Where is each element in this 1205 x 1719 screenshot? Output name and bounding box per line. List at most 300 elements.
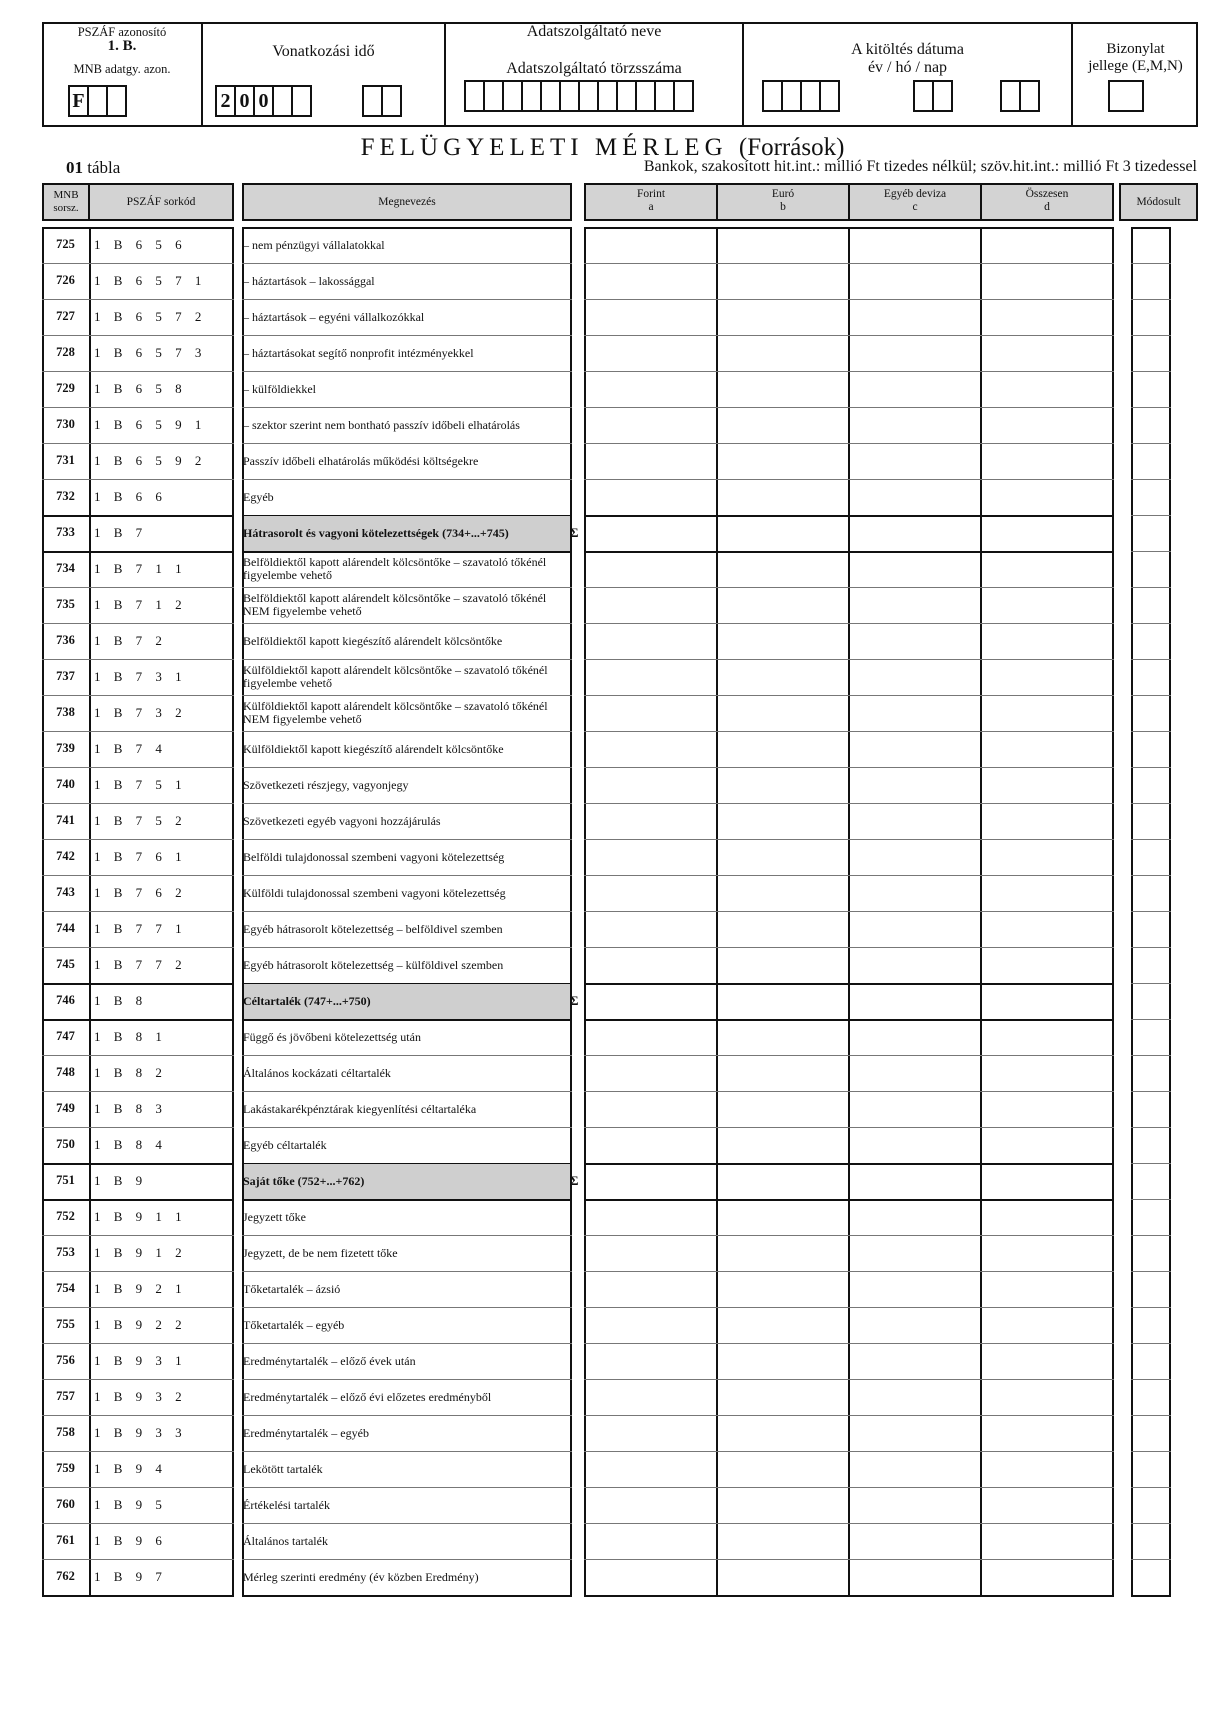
- modified-cell[interactable]: [1133, 552, 1169, 586]
- date-cell[interactable]: [913, 80, 934, 112]
- period-cell[interactable]: 0: [253, 85, 274, 117]
- value-cell[interactable]: [586, 228, 714, 262]
- value-cell[interactable]: [716, 1236, 844, 1270]
- row-name-text: – szektor szerint nem bontható passzív időbeli elhatárolás: [243, 417, 520, 432]
- row-code: 1 B 6 6: [94, 489, 167, 504]
- modified-cell[interactable]: [1133, 1416, 1169, 1450]
- value-cell[interactable]: [716, 444, 844, 478]
- row-name-text: Egyéb hátrasorolt kötelezettség – belföldivel szemben: [243, 921, 503, 936]
- row-number: 757: [56, 1389, 75, 1403]
- value-cell[interactable]: [586, 1416, 714, 1450]
- value-cell[interactable]: [586, 1272, 714, 1306]
- row-name-text: Függő és jövőbeni kötelezettség után: [243, 1029, 421, 1044]
- value-cell[interactable]: [980, 1452, 1108, 1486]
- value-cell[interactable]: [716, 948, 844, 982]
- value-cell[interactable]: [716, 1452, 844, 1486]
- row-name-text: Mérleg szerinti eredmény (év közben Eredmény): [243, 1569, 479, 1584]
- mnb-id-label: MNB adatgy. azon.: [73, 62, 171, 76]
- row-code: 1 B 7 5 1: [94, 777, 187, 792]
- value-cell[interactable]: [980, 1524, 1108, 1558]
- value-cell[interactable]: [716, 1164, 844, 1198]
- modified-cell[interactable]: [1133, 1272, 1169, 1306]
- period-cell[interactable]: [381, 85, 402, 117]
- value-cell[interactable]: [586, 1164, 714, 1198]
- value-cell[interactable]: [586, 480, 714, 514]
- value-cell[interactable]: [586, 336, 714, 370]
- row-name: [243, 660, 569, 694]
- period-cell[interactable]: [272, 85, 293, 117]
- value-cell[interactable]: [716, 1200, 844, 1234]
- value-cell[interactable]: [586, 624, 714, 658]
- value-cell[interactable]: [980, 696, 1108, 730]
- value-cell[interactable]: [586, 1308, 714, 1342]
- value-cell[interactable]: [586, 804, 714, 838]
- modified-cell[interactable]: [1133, 444, 1169, 478]
- value-cell[interactable]: [716, 588, 844, 622]
- value-cell[interactable]: [586, 1524, 714, 1558]
- provider-cell[interactable]: [464, 80, 485, 112]
- doc-type-input[interactable]: [1108, 80, 1144, 112]
- value-cell[interactable]: [848, 1056, 976, 1090]
- units-note: Bankok, szakosított hit.int.: millió Ft tizedes nélkül; szöv.hit.int.: millió Ft 3 tizedessel: [643, 158, 1197, 175]
- row-number: 737: [56, 669, 75, 683]
- row-name-text: – nem pénzügyi vállalatokkal: [243, 237, 385, 252]
- value-cell[interactable]: [716, 912, 844, 946]
- value-cell[interactable]: [848, 1560, 976, 1594]
- value-cell[interactable]: [848, 876, 976, 910]
- row-line: [42, 587, 234, 588]
- provider-name-label: Adatszolgáltató neve: [526, 23, 662, 40]
- value-cell[interactable]: [980, 336, 1108, 370]
- value-cell[interactable]: [586, 1200, 714, 1234]
- value-cell[interactable]: [716, 660, 844, 694]
- col-other-label: Egyéb deviza: [883, 188, 947, 200]
- date-month-cells[interactable]: [913, 80, 951, 112]
- value-cell[interactable]: [716, 1020, 844, 1054]
- period-cells-month[interactable]: [362, 85, 400, 117]
- modified-cell[interactable]: [1133, 1236, 1169, 1270]
- value-cell[interactable]: [586, 372, 714, 406]
- value-cell[interactable]: [586, 516, 714, 550]
- row-number: 752: [56, 1209, 75, 1223]
- value-cell[interactable]: [980, 768, 1108, 802]
- value-cell[interactable]: [980, 444, 1108, 478]
- date-cell[interactable]: [800, 80, 821, 112]
- value-cell[interactable]: [716, 1560, 844, 1594]
- modified-cell[interactable]: [1133, 1380, 1169, 1414]
- value-cell[interactable]: [980, 1164, 1108, 1198]
- value-cell[interactable]: [716, 624, 844, 658]
- provider-cell[interactable]: [635, 80, 656, 112]
- value-cell[interactable]: [980, 372, 1108, 406]
- period-label: Vonatkozási idő: [272, 43, 375, 60]
- value-cell[interactable]: [980, 1344, 1108, 1378]
- date-cell[interactable]: [781, 80, 802, 112]
- col-euro-label: Euró: [771, 188, 795, 200]
- modified-cell[interactable]: [1133, 588, 1169, 622]
- modified-cell[interactable]: [1133, 984, 1169, 1018]
- col-forint-label: Forint: [636, 188, 666, 200]
- value-cell[interactable]: [716, 228, 844, 262]
- modified-cell[interactable]: [1133, 264, 1169, 298]
- row-number: 740: [56, 777, 75, 791]
- value-cell[interactable]: [586, 1092, 714, 1126]
- value-cell[interactable]: [848, 1272, 976, 1306]
- value-cell[interactable]: [980, 1560, 1108, 1594]
- row-name: [243, 1380, 569, 1414]
- date-cell[interactable]: [1000, 80, 1021, 112]
- row-name: [243, 984, 569, 1018]
- value-cell[interactable]: [848, 1344, 976, 1378]
- value-cell[interactable]: [848, 804, 976, 838]
- modified-cell[interactable]: [1133, 696, 1169, 730]
- value-cell[interactable]: [848, 516, 976, 550]
- value-cell[interactable]: [716, 408, 844, 442]
- value-cell[interactable]: [980, 732, 1108, 766]
- value-cell[interactable]: [848, 624, 976, 658]
- modified-cell[interactable]: [1133, 1164, 1169, 1198]
- row-line: [42, 659, 234, 660]
- value-cell[interactable]: [586, 1380, 714, 1414]
- value-cell[interactable]: [848, 1452, 976, 1486]
- value-cell[interactable]: [716, 1128, 844, 1162]
- date-day-cells[interactable]: [1000, 80, 1038, 112]
- row-code: 1 B 9 1 2: [94, 1245, 187, 1260]
- value-cell[interactable]: [848, 444, 976, 478]
- modified-cell[interactable]: [1133, 768, 1169, 802]
- value-cell[interactable]: [980, 228, 1108, 262]
- date-cell[interactable]: [762, 80, 783, 112]
- value-cell[interactable]: [980, 1056, 1108, 1090]
- table-number: 01: [66, 158, 83, 177]
- date-cell[interactable]: [932, 80, 953, 112]
- value-cell[interactable]: [716, 696, 844, 730]
- row-name: [243, 876, 569, 910]
- value-cell[interactable]: [716, 840, 844, 874]
- value-cell[interactable]: [848, 552, 976, 586]
- value-cell[interactable]: [586, 1452, 714, 1486]
- row-number: 745: [56, 957, 75, 971]
- modified-cell[interactable]: [1133, 624, 1169, 658]
- value-cell[interactable]: [848, 1488, 976, 1522]
- modified-cell[interactable]: [1133, 732, 1169, 766]
- row-line: [42, 1451, 234, 1452]
- value-cell[interactable]: [716, 552, 844, 586]
- value-cell[interactable]: [716, 516, 844, 550]
- value-cell[interactable]: [716, 1056, 844, 1090]
- row-name-text: Szövetkezeti részjegy, vagyonjegy: [243, 777, 409, 792]
- header-divider-4: [1071, 22, 1073, 127]
- value-cell[interactable]: [980, 840, 1108, 874]
- value-cell[interactable]: [980, 1092, 1108, 1126]
- row-number: 727: [56, 309, 75, 323]
- value-cell[interactable]: [586, 264, 714, 298]
- row-code: 1 B 6 5 6: [94, 237, 187, 252]
- value-cell[interactable]: [716, 300, 844, 334]
- value-cell[interactable]: [848, 1416, 976, 1450]
- value-cell[interactable]: [716, 1272, 844, 1306]
- value-cell[interactable]: [716, 372, 844, 406]
- value-cell[interactable]: [980, 1020, 1108, 1054]
- value-cell[interactable]: [586, 444, 714, 478]
- row-line: [42, 443, 234, 444]
- value-cell[interactable]: [848, 984, 976, 1018]
- provider-cell[interactable]: [578, 80, 599, 112]
- value-cell[interactable]: [980, 1416, 1108, 1450]
- id-cells[interactable]: [68, 85, 125, 117]
- value-cell[interactable]: [848, 480, 976, 514]
- period-cell[interactable]: 0: [234, 85, 255, 117]
- value-cell[interactable]: [716, 732, 844, 766]
- value-cell[interactable]: [586, 1236, 714, 1270]
- value-cell[interactable]: [980, 480, 1108, 514]
- value-cell[interactable]: [848, 1164, 976, 1198]
- row-code: 1 B 6 5 7 3: [94, 345, 207, 360]
- value-cell[interactable]: [980, 1308, 1108, 1342]
- value-cell[interactable]: [586, 1560, 714, 1594]
- row-name-text: Eredménytartalék – előző évek után: [243, 1353, 416, 1368]
- value-cell[interactable]: [980, 984, 1108, 1018]
- value-cell[interactable]: [586, 768, 714, 802]
- modified-cell[interactable]: [1133, 1056, 1169, 1090]
- fill-date-format: év / hó / nap: [867, 59, 948, 76]
- date-cell[interactable]: [819, 80, 840, 112]
- modified-cell[interactable]: [1133, 372, 1169, 406]
- provider-cell[interactable]: [673, 80, 694, 112]
- value-cell[interactable]: [586, 552, 714, 586]
- period-cell[interactable]: 2: [215, 85, 236, 117]
- row-number: 747: [56, 1029, 75, 1043]
- row-number: 746: [56, 993, 75, 1007]
- value-cell[interactable]: [586, 1056, 714, 1090]
- value-cell[interactable]: [586, 1020, 714, 1054]
- date-year-cells[interactable]: [762, 80, 838, 112]
- value-cell[interactable]: [980, 1236, 1108, 1270]
- value-cell[interactable]: [980, 552, 1108, 586]
- row-number: 735: [56, 597, 75, 611]
- modified-cell[interactable]: [1133, 1452, 1169, 1486]
- value-cell[interactable]: [980, 300, 1108, 334]
- value-cell[interactable]: [848, 948, 976, 982]
- doc-type-cell[interactable]: [1108, 80, 1142, 112]
- id-cell[interactable]: F: [68, 85, 89, 117]
- value-cell[interactable]: [716, 984, 844, 1018]
- row-name: [243, 912, 569, 946]
- row-code: 1 B 9: [94, 1173, 148, 1188]
- value-cell[interactable]: [716, 1416, 844, 1450]
- modified-cell[interactable]: [1133, 948, 1169, 982]
- provider-cell[interactable]: [654, 80, 675, 112]
- row-number: 756: [56, 1353, 75, 1367]
- value-cell[interactable]: [980, 804, 1108, 838]
- modified-cell[interactable]: [1133, 1308, 1169, 1342]
- row-line: [42, 767, 234, 768]
- value-cell[interactable]: [980, 876, 1108, 910]
- row-number: 729: [56, 381, 75, 395]
- value-cell[interactable]: [716, 1380, 844, 1414]
- value-cell[interactable]: [586, 1488, 714, 1522]
- modified-cell[interactable]: [1133, 1344, 1169, 1378]
- modified-cell[interactable]: [1133, 516, 1169, 550]
- modified-cell[interactable]: [1133, 1488, 1169, 1522]
- value-cell[interactable]: [980, 624, 1108, 658]
- row-code: 1 B 7: [94, 525, 148, 540]
- provider-cell[interactable]: [559, 80, 580, 112]
- row-number: 736: [56, 633, 75, 647]
- value-cell[interactable]: [586, 840, 714, 874]
- value-cell[interactable]: [586, 660, 714, 694]
- value-cell[interactable]: [980, 264, 1108, 298]
- date-cell[interactable]: [1019, 80, 1040, 112]
- modified-cell[interactable]: [1133, 1200, 1169, 1234]
- value-cell[interactable]: [586, 732, 714, 766]
- row-code: 1 B 9 2 2: [94, 1317, 187, 1332]
- row-code: 1 B 9 3 3: [94, 1425, 187, 1440]
- modified-cell[interactable]: [1133, 660, 1169, 694]
- value-cell[interactable]: [716, 1344, 844, 1378]
- modified-cell[interactable]: [1133, 408, 1169, 442]
- id-cell[interactable]: [106, 85, 127, 117]
- value-cell[interactable]: [980, 408, 1108, 442]
- row-name: [243, 696, 569, 730]
- row-number: 748: [56, 1065, 75, 1079]
- value-cell[interactable]: [716, 804, 844, 838]
- value-cell[interactable]: [716, 1488, 844, 1522]
- row-name: [243, 480, 569, 514]
- value-cell[interactable]: [586, 1344, 714, 1378]
- value-cell[interactable]: [980, 912, 1108, 946]
- provider-cell[interactable]: [540, 80, 561, 112]
- provider-cell[interactable]: [502, 80, 523, 112]
- row-number: 753: [56, 1245, 75, 1259]
- value-cell[interactable]: [586, 696, 714, 730]
- value-cell[interactable]: [586, 588, 714, 622]
- value-cell[interactable]: [980, 1488, 1108, 1522]
- row-code: 1 B 7 1 1: [94, 561, 187, 576]
- provider-cell[interactable]: [616, 80, 637, 112]
- value-cell[interactable]: [586, 948, 714, 982]
- modified-cell[interactable]: [1133, 480, 1169, 514]
- value-cell[interactable]: [586, 1128, 714, 1162]
- modified-cell[interactable]: [1133, 1020, 1169, 1054]
- row-code: 1 B 8 1: [94, 1029, 167, 1044]
- value-cell[interactable]: [848, 840, 976, 874]
- value-cell[interactable]: [716, 876, 844, 910]
- value-cell[interactable]: [848, 1128, 976, 1162]
- row-name: [243, 1416, 569, 1450]
- value-cell[interactable]: [848, 1020, 976, 1054]
- row-code: 1 B 7 1 2: [94, 597, 187, 612]
- value-cell[interactable]: [980, 1128, 1108, 1162]
- value-cell[interactable]: [848, 300, 976, 334]
- value-cell[interactable]: [848, 912, 976, 946]
- id-cell[interactable]: [87, 85, 108, 117]
- value-cell[interactable]: [848, 660, 976, 694]
- row-name-text: Egyéb: [243, 489, 274, 504]
- modified-cell[interactable]: [1133, 1092, 1169, 1126]
- value-cell[interactable]: [716, 1524, 844, 1558]
- period-cell[interactable]: [362, 85, 383, 117]
- value-cell[interactable]: [586, 300, 714, 334]
- value-cell[interactable]: [980, 588, 1108, 622]
- value-cell[interactable]: [848, 1200, 976, 1234]
- modified-cell[interactable]: [1133, 1560, 1169, 1594]
- modified-cell[interactable]: [1133, 336, 1169, 370]
- row-number: 734: [56, 561, 75, 575]
- value-cell[interactable]: [980, 948, 1108, 982]
- value-cell[interactable]: [848, 228, 976, 262]
- provider-id-cells[interactable]: [464, 80, 692, 112]
- value-cell[interactable]: [848, 372, 976, 406]
- value-cell[interactable]: [716, 1308, 844, 1342]
- value-cell[interactable]: [848, 696, 976, 730]
- value-cell[interactable]: [848, 1524, 976, 1558]
- value-cell[interactable]: [586, 912, 714, 946]
- value-cell[interactable]: [848, 732, 976, 766]
- provider-cell[interactable]: [597, 80, 618, 112]
- value-cell[interactable]: [716, 336, 844, 370]
- value-cell[interactable]: [848, 336, 976, 370]
- row-line: [42, 1523, 234, 1524]
- value-cell[interactable]: [848, 1092, 976, 1126]
- value-cell[interactable]: [980, 1272, 1108, 1306]
- col-name-label: Megnevezés: [378, 196, 436, 208]
- row-name: [243, 732, 569, 766]
- row-name-text: Egyéb céltartalék: [243, 1137, 327, 1152]
- value-cell[interactable]: [586, 984, 714, 1018]
- value-cell[interactable]: [716, 264, 844, 298]
- row-line: [42, 1019, 234, 1021]
- modified-cell[interactable]: [1133, 876, 1169, 910]
- period-cells-year[interactable]: [215, 85, 310, 117]
- value-cell[interactable]: [586, 408, 714, 442]
- value-cell[interactable]: [980, 516, 1108, 550]
- value-cell[interactable]: [848, 408, 976, 442]
- provider-cell[interactable]: [521, 80, 542, 112]
- value-cell[interactable]: [716, 480, 844, 514]
- value-cell[interactable]: [848, 588, 976, 622]
- value-cell[interactable]: [848, 264, 976, 298]
- modified-cell[interactable]: [1133, 1128, 1169, 1162]
- value-cell[interactable]: [848, 768, 976, 802]
- modified-cell[interactable]: [1133, 300, 1169, 334]
- row-name: [243, 300, 569, 334]
- row-line: [42, 335, 234, 336]
- value-cell[interactable]: [716, 768, 844, 802]
- row-line: [42, 407, 234, 408]
- row-name: [243, 408, 569, 442]
- value-cell[interactable]: [980, 1380, 1108, 1414]
- modified-cell[interactable]: [1133, 228, 1169, 262]
- value-cell[interactable]: [848, 1308, 976, 1342]
- value-cell[interactable]: [848, 1236, 976, 1270]
- period-cell[interactable]: [291, 85, 312, 117]
- row-line: [42, 1415, 234, 1416]
- row-name-text: Belföldiektől kapott kiegészítő alárendelt kölcsöntőke: [243, 633, 503, 648]
- doc-type-label: Bizonylat: [1106, 41, 1165, 57]
- modified-cell[interactable]: [1133, 840, 1169, 874]
- modified-cell[interactable]: [1133, 912, 1169, 946]
- row-number: 733: [56, 525, 75, 539]
- modified-cell[interactable]: [1133, 1524, 1169, 1558]
- value-cell[interactable]: [716, 1092, 844, 1126]
- modified-cell[interactable]: [1133, 804, 1169, 838]
- value-cell[interactable]: [586, 876, 714, 910]
- value-cell[interactable]: [980, 1200, 1108, 1234]
- value-cell[interactable]: [980, 660, 1108, 694]
- value-cell[interactable]: [848, 1380, 976, 1414]
- provider-cell[interactable]: [483, 80, 504, 112]
